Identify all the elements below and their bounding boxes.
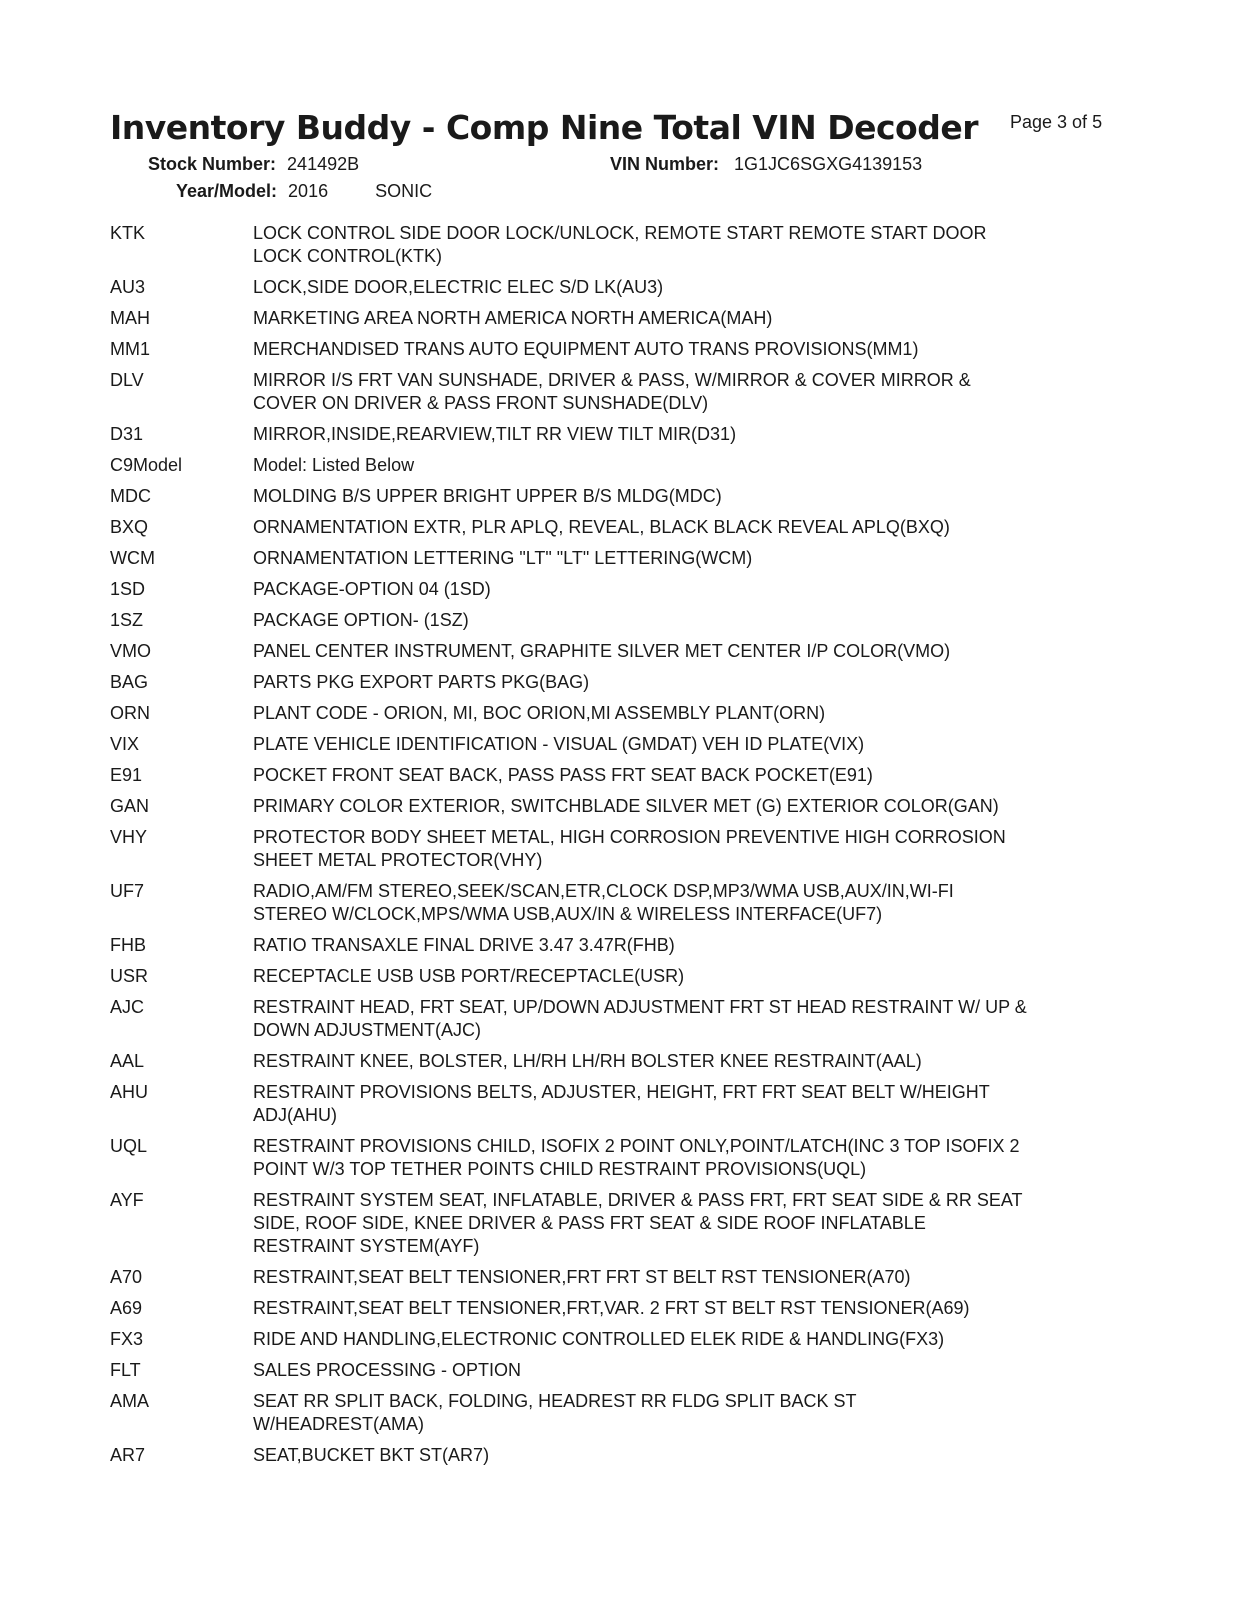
list-item bbox=[110, 1266, 1120, 1289]
option-code: E91 bbox=[110, 765, 143, 785]
list-item bbox=[110, 1328, 1120, 1351]
list-item bbox=[110, 609, 1120, 632]
option-code: KTK bbox=[110, 223, 146, 243]
option-code: C9Model bbox=[110, 455, 183, 475]
list-item bbox=[110, 1390, 1120, 1436]
option-code: AHU bbox=[110, 1082, 149, 1102]
option-code: MDC bbox=[110, 486, 151, 506]
option-code: D31 bbox=[110, 424, 144, 444]
list-item bbox=[110, 702, 1120, 725]
list-item bbox=[110, 578, 1120, 601]
list-item bbox=[110, 222, 1120, 268]
list-item bbox=[110, 764, 1120, 787]
list-item bbox=[110, 276, 1120, 299]
vin-number-label: VIN Number: bbox=[610, 154, 720, 174]
option-code: AAL bbox=[110, 1051, 145, 1071]
vin-number-value: 1G1JC6SGXG4139153 bbox=[734, 154, 923, 174]
option-description: RATIO TRANSAXLE FINAL DRIVE 3.47 3.47R(FHB) bbox=[253, 935, 675, 955]
option-description: LOCK CONTROL SIDE DOOR LOCK/UNLOCK, REMOTE START REMOTE START DOOR LOCK CONTROL(KTK) bbox=[253, 223, 987, 266]
option-code: AU3 bbox=[110, 277, 146, 297]
option-code: AJC bbox=[110, 997, 145, 1017]
option-code: MAH bbox=[110, 308, 150, 328]
list-item bbox=[110, 454, 1120, 477]
year-value: 2016 bbox=[288, 181, 329, 201]
option-code: UQL bbox=[110, 1136, 148, 1156]
option-description: RESTRAINT KNEE, BOLSTER, LH/RH LH/RH BOLSTER KNEE RESTRAINT(AAL) bbox=[253, 1051, 922, 1071]
list-item bbox=[110, 795, 1120, 818]
list-item bbox=[110, 1081, 1120, 1127]
list-item bbox=[110, 996, 1120, 1042]
option-code: BXQ bbox=[110, 517, 149, 537]
option-description: PLATE VEHICLE IDENTIFICATION - VISUAL (GMDAT) VEH ID PLATE(VIX) bbox=[253, 734, 865, 754]
option-description: RESTRAINT,SEAT BELT TENSIONER,FRT,VAR. 2 FRT ST BELT RST TENSIONER(A69) bbox=[253, 1298, 970, 1318]
list-item bbox=[110, 1135, 1120, 1181]
list-item bbox=[110, 1297, 1120, 1320]
option-code: VHY bbox=[110, 827, 148, 847]
option-description: RADIO,AM/FM STEREO,SEEK/SCAN,ETR,CLOCK DSP,MP3/WMA USB,AUX/IN,WI-FI STEREO W/CLOCK,MPS/WMA USB,AUX/IN & WIRELESS INTERFACE(UF7) bbox=[253, 881, 954, 924]
document-title: Inventory Buddy - Comp Nine Total VIN Decoder bbox=[110, 108, 978, 147]
list-item bbox=[110, 338, 1120, 361]
option-description: SALES PROCESSING - OPTION bbox=[253, 1360, 522, 1380]
option-description: SEAT,BUCKET BKT ST(AR7) bbox=[253, 1445, 490, 1465]
option-description: MIRROR I/S FRT VAN SUNSHADE, DRIVER & PASS, W/MIRROR & COVER MIRROR & COVER ON DRIVER & PASS FRONT SUNSHADE(DLV) bbox=[253, 370, 971, 413]
option-description: MOLDING B/S UPPER BRIGHT UPPER B/S MLDG(MDC) bbox=[253, 486, 722, 506]
option-description: MARKETING AREA NORTH AMERICA NORTH AMERICA(MAH) bbox=[253, 308, 773, 328]
option-code: BAG bbox=[110, 672, 149, 692]
option-description: SEAT RR SPLIT BACK, FOLDING, HEADREST RR FLDG SPLIT BACK ST W/HEADREST(AMA) bbox=[253, 1391, 857, 1434]
option-code: ORN bbox=[110, 703, 150, 723]
option-code: FHB bbox=[110, 935, 146, 955]
option-code: 1SZ bbox=[110, 610, 144, 630]
option-description: MIRROR,INSIDE,REARVIEW,TILT RR VIEW TILT MIR(D31) bbox=[253, 424, 737, 444]
option-code: A70 bbox=[110, 1267, 143, 1287]
option-code-list bbox=[110, 222, 1120, 1475]
list-item bbox=[110, 1444, 1120, 1467]
option-code: WCM bbox=[110, 548, 155, 568]
option-description: RESTRAINT PROVISIONS BELTS, ADJUSTER, HEIGHT, FRT FRT SEAT BELT W/HEIGHT ADJ(AHU) bbox=[253, 1082, 990, 1125]
option-code: USR bbox=[110, 966, 149, 986]
list-item bbox=[110, 640, 1120, 663]
option-description: RIDE AND HANDLING,ELECTRONIC CONTROLLED ELEK RIDE & HANDLING(FX3) bbox=[253, 1329, 945, 1349]
model-value: SONIC bbox=[375, 181, 433, 201]
stock-number-label: Stock Number: bbox=[148, 154, 277, 174]
option-code: AR7 bbox=[110, 1445, 146, 1465]
vin-number-field bbox=[610, 154, 922, 175]
list-item bbox=[110, 423, 1120, 446]
option-code: GAN bbox=[110, 796, 150, 816]
list-item bbox=[110, 516, 1120, 539]
list-item bbox=[110, 826, 1120, 872]
list-item bbox=[110, 369, 1120, 415]
option-code: UF7 bbox=[110, 881, 145, 901]
option-description: Model: Listed Below bbox=[253, 455, 415, 475]
option-code: FLT bbox=[110, 1360, 141, 1380]
year-model-label: Year/Model: bbox=[176, 181, 278, 201]
option-description: PACKAGE-OPTION 04 (1SD) bbox=[253, 579, 491, 599]
list-item bbox=[110, 547, 1120, 570]
stock-number-value: 241492B bbox=[287, 154, 360, 174]
list-item bbox=[110, 1189, 1120, 1258]
list-item bbox=[110, 965, 1120, 988]
option-description: PARTS PKG EXPORT PARTS PKG(BAG) bbox=[253, 672, 590, 692]
option-description: PACKAGE OPTION- (1SZ) bbox=[253, 610, 469, 630]
list-item bbox=[110, 934, 1120, 957]
option-code: DLV bbox=[110, 370, 144, 390]
option-description: POCKET FRONT SEAT BACK, PASS PASS FRT SEAT BACK POCKET(E91) bbox=[253, 765, 873, 785]
option-code: VIX bbox=[110, 734, 140, 754]
option-code: 1SD bbox=[110, 579, 146, 599]
stock-number-field bbox=[148, 154, 359, 175]
option-description: LOCK,SIDE DOOR,ELECTRIC ELEC S/D LK(AU3) bbox=[253, 277, 664, 297]
option-description: ORNAMENTATION EXTR, PLR APLQ, REVEAL, BLACK BLACK REVEAL APLQ(BXQ) bbox=[253, 517, 950, 537]
option-description: RESTRAINT SYSTEM SEAT, INFLATABLE, DRIVER & PASS FRT, FRT SEAT SIDE & RR SEAT SIDE, ROOF SIDE, KNEE DRIVER & PASS FRT SEAT & SIDE ROOF INFLATABLE RESTRAINT SYSTEM(AYF) bbox=[253, 1190, 1023, 1256]
option-description: PRIMARY COLOR EXTERIOR, SWITCHBLADE SILVER MET (G) EXTERIOR COLOR(GAN) bbox=[253, 796, 999, 816]
page-number: Page 3 of 5 bbox=[1010, 112, 1103, 132]
option-description: PLANT CODE - ORION, MI, BOC ORION,MI ASSEMBLY PLANT(ORN) bbox=[253, 703, 826, 723]
option-description: RECEPTACLE USB USB PORT/RECEPTACLE(USR) bbox=[253, 966, 685, 986]
option-code: VMO bbox=[110, 641, 152, 661]
list-item bbox=[110, 485, 1120, 508]
option-code: A69 bbox=[110, 1298, 143, 1318]
option-code: AMA bbox=[110, 1391, 150, 1411]
option-description: RESTRAINT HEAD, FRT SEAT, UP/DOWN ADJUSTMENT FRT ST HEAD RESTRAINT W/ UP & DOWN ADJUSTMENT(AJC) bbox=[253, 997, 1027, 1040]
option-code: MM1 bbox=[110, 339, 150, 359]
option-description: PROTECTOR BODY SHEET METAL, HIGH CORROSION PREVENTIVE HIGH CORROSION SHEET METAL PROTECTOR(VHY) bbox=[253, 827, 1006, 870]
list-item bbox=[110, 733, 1120, 756]
option-code: FX3 bbox=[110, 1329, 144, 1349]
list-item bbox=[110, 880, 1120, 926]
list-item bbox=[110, 307, 1120, 330]
option-description: RESTRAINT PROVISIONS CHILD, ISOFIX 2 POINT ONLY,POINT/LATCH(INC 3 TOP ISOFIX 2 POINT W/3 TOP TETHER POINTS CHILD RESTRAINT PROVISIONS(UQL) bbox=[253, 1136, 1020, 1179]
option-description: PANEL CENTER INSTRUMENT, GRAPHITE SILVER MET CENTER I/P COLOR(VMO) bbox=[253, 641, 951, 661]
list-item bbox=[110, 1359, 1120, 1382]
year-model-field bbox=[176, 181, 432, 202]
option-description: MERCHANDISED TRANS AUTO EQUIPMENT AUTO TRANS PROVISIONS(MM1) bbox=[253, 339, 919, 359]
list-item bbox=[110, 671, 1120, 694]
option-description: ORNAMENTATION LETTERING "LT" "LT" LETTERING(WCM) bbox=[253, 548, 753, 568]
list-item bbox=[110, 1050, 1120, 1073]
option-code: AYF bbox=[110, 1190, 144, 1210]
option-description: RESTRAINT,SEAT BELT TENSIONER,FRT FRT ST BELT RST TENSIONER(A70) bbox=[253, 1267, 911, 1287]
